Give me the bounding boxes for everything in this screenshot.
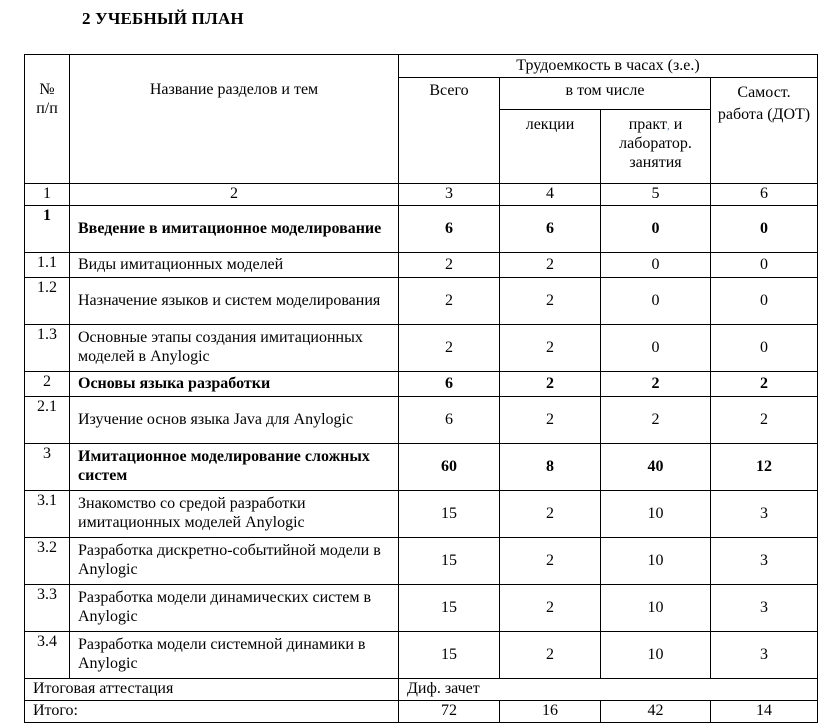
row-practice: 0 — [601, 325, 711, 372]
row-lectures: 2 — [500, 372, 601, 397]
row-lectures: 6 — [500, 206, 601, 253]
row-self-work: 2 — [711, 372, 818, 397]
row-name: Имитационное моделирование сложных систем — [70, 444, 399, 491]
row-name: Введение в имитационное моделирование — [70, 206, 399, 253]
row-number: 1.1 — [25, 253, 70, 278]
row-practice: 10 — [601, 538, 711, 585]
topic-row — [25, 491, 818, 538]
topic-row — [25, 585, 818, 632]
header-name: Название разделов и тем — [70, 55, 399, 184]
header-self-work: Самост. работа (ДОТ) — [711, 78, 818, 184]
topic-row — [25, 325, 818, 372]
header-number: № п/п — [25, 55, 70, 184]
row-self-work: 0 — [711, 325, 818, 372]
section-row — [25, 444, 818, 491]
row-self-work: 3 — [711, 632, 818, 679]
section-row — [25, 372, 818, 397]
total-lectures: 16 — [500, 701, 601, 723]
header-lectures: лекции — [500, 110, 601, 184]
row-number: 3 — [25, 444, 70, 491]
row-lectures: 2 — [500, 253, 601, 278]
column-number: 4 — [500, 184, 601, 206]
row-self-work: 2 — [711, 397, 818, 444]
footnote-mark: , — [666, 120, 670, 132]
row-total: 15 — [399, 491, 500, 538]
row-name: Разработка модели системной динамики в Anylogic — [70, 632, 399, 679]
topic-row — [25, 278, 818, 325]
header-total: Всего — [399, 78, 500, 184]
row-self-work: 12 — [711, 444, 818, 491]
row-practice: 2 — [601, 397, 711, 444]
row-number: 3.2 — [25, 538, 70, 585]
row-lectures: 8 — [500, 444, 601, 491]
row-practice: 10 — [601, 632, 711, 679]
row-total: 15 — [399, 632, 500, 679]
total-practice: 42 — [601, 701, 711, 723]
topic-row — [25, 632, 818, 679]
row-lectures: 2 — [500, 278, 601, 325]
row-lectures: 2 — [500, 491, 601, 538]
row-total: 2 — [399, 253, 500, 278]
row-self-work: 0 — [711, 278, 818, 325]
column-number: 6 — [711, 184, 818, 206]
row-name: Знакомство со средой разработки имитационных моделей Anylogic — [70, 491, 399, 538]
row-number: 1.3 — [25, 325, 70, 372]
header-practice-pre: практ — [628, 116, 667, 133]
attestation-value: Диф. зачет — [399, 679, 818, 701]
column-number: 1 — [25, 184, 70, 206]
attestation-row — [25, 679, 818, 701]
row-name: Изучение основ языка Java для Anylogic — [70, 397, 399, 444]
row-lectures: 2 — [500, 397, 601, 444]
row-total: 60 — [399, 444, 500, 491]
column-number: 5 — [601, 184, 711, 206]
topic-row — [25, 538, 818, 585]
total-row — [25, 701, 818, 723]
total-self-work: 14 — [711, 701, 818, 723]
row-practice: 40 — [601, 444, 711, 491]
row-number: 2.1 — [25, 397, 70, 444]
header-practice-post: и лаборатор. занятия — [619, 116, 692, 171]
row-name: Разработка дискретно-событийной модели в Anylogic — [70, 538, 399, 585]
row-lectures: 2 — [500, 585, 601, 632]
column-number: 2 — [70, 184, 399, 206]
row-number: 3.4 — [25, 632, 70, 679]
row-practice: 10 — [601, 585, 711, 632]
header-practice — [601, 110, 711, 184]
curriculum-table — [24, 54, 818, 723]
row-practice: 0 — [601, 206, 711, 253]
row-lectures: 2 — [500, 325, 601, 372]
row-self-work: 3 — [711, 491, 818, 538]
row-name: Основные этапы создания имитационных моделей в Anylogic — [70, 325, 399, 372]
row-number: 1 — [25, 206, 70, 253]
header-labor: Трудоемкость в часах (з.е.) — [399, 55, 818, 78]
row-self-work: 0 — [711, 253, 818, 278]
row-name: Разработка модели динамических систем в Anylogic — [70, 585, 399, 632]
topic-row — [25, 253, 818, 278]
row-total: 6 — [399, 206, 500, 253]
row-number: 3.1 — [25, 491, 70, 538]
row-name: Назначение языков и систем моделирования — [70, 278, 399, 325]
column-number-row — [25, 184, 818, 206]
row-self-work: 0 — [711, 206, 818, 253]
row-total: 6 — [399, 372, 500, 397]
total-label: Итого: — [25, 701, 399, 723]
row-total: 15 — [399, 538, 500, 585]
attestation-label: Итоговая аттестация — [25, 679, 399, 701]
row-total: 15 — [399, 585, 500, 632]
document-title: 2 УЧЕБНЫЙ ПЛАН — [82, 9, 244, 28]
topic-row — [25, 397, 818, 444]
row-practice: 2 — [601, 372, 711, 397]
column-number: 3 — [399, 184, 500, 206]
row-total: 6 — [399, 397, 500, 444]
row-total: 2 — [399, 325, 500, 372]
row-total: 2 — [399, 278, 500, 325]
row-self-work: 3 — [711, 585, 818, 632]
row-practice: 0 — [601, 253, 711, 278]
row-practice: 10 — [601, 491, 711, 538]
row-practice: 0 — [601, 278, 711, 325]
row-name: Основы языка разработки — [70, 372, 399, 397]
section-row — [25, 206, 818, 253]
row-name: Виды имитационных моделей — [70, 253, 399, 278]
row-number: 2 — [25, 372, 70, 397]
row-lectures: 2 — [500, 632, 601, 679]
row-lectures: 2 — [500, 538, 601, 585]
row-number: 3.3 — [25, 585, 70, 632]
total-hours: 72 — [399, 701, 500, 723]
header-including: в том числе — [500, 78, 711, 110]
row-self-work: 3 — [711, 538, 818, 585]
row-number: 1.2 — [25, 278, 70, 325]
